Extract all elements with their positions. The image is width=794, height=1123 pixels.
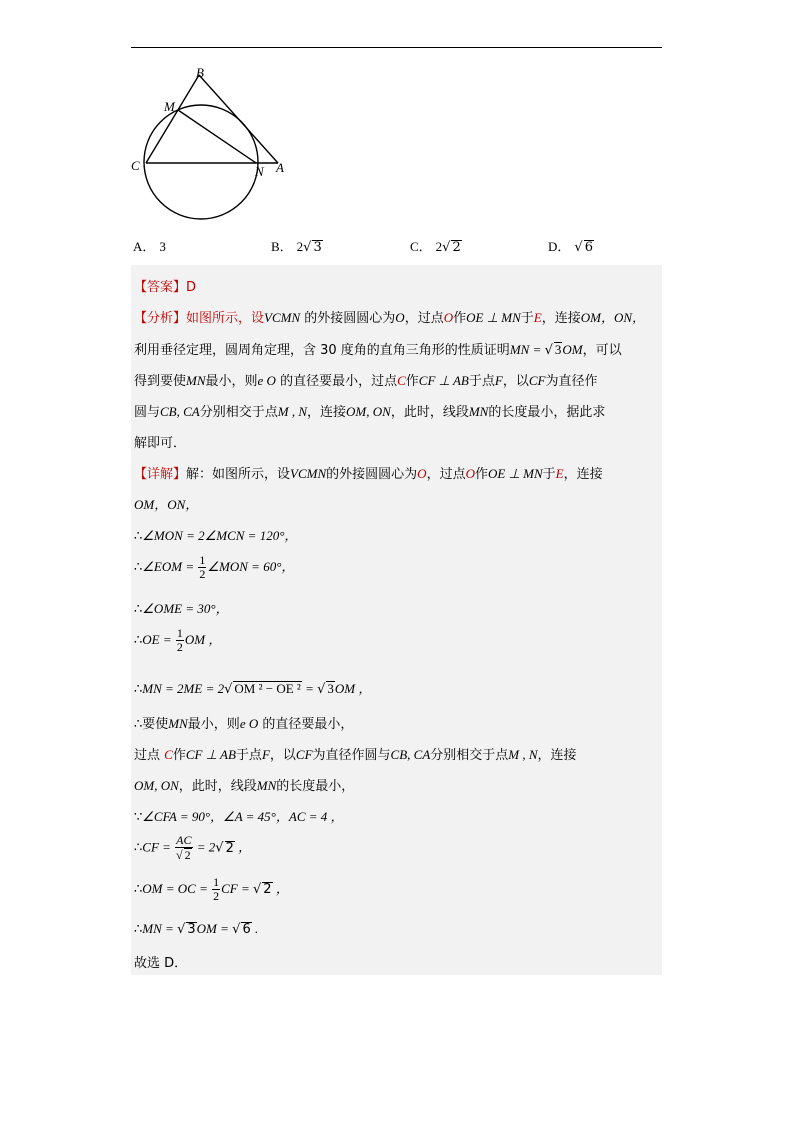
option-c: C． 2√ 2 [410,239,461,255]
analysis-line-4: 圆与CB, CA分别相交于点M , N，连接OM, ON，此时，线段MN的长度最小，据此求 [134,404,606,420]
label-b: B [196,65,204,80]
geometry-figure [128,64,298,224]
label-n: N [255,164,264,179]
step-6: ∴要使MN最小，则e O 的直径要最小， [134,716,354,732]
step-11: ∴OM = OC = $\frac{1}{2}$ CF = √ 2 ， [134,875,289,903]
step-2: ∴∠EOM = $\frac{1}{2}$ ∠MON = 60°， [134,553,295,581]
option-b: B． 2√ 3 [271,239,322,255]
answer-line: 【答案】D [134,280,197,295]
segment-ba [199,75,278,163]
step-7: 过点 C作CF ⊥ AB于点F，以CF为直径作圆与CB, CA分别相交于点M , N，连接 [134,747,577,763]
detail-line-1: 【详解】解：如图所示，设VCMN的外接圆圆心为O，过点O作OE ⊥ MN于E，连接 [134,466,603,482]
step-1: ∴∠MON = 2∠MCN = 120°， [134,528,298,544]
choice-options [133,236,673,258]
step-4: ∴OE = $\frac{1}{2}$ OM ， [134,626,222,654]
conclusion-line: 故选 D． [134,956,188,971]
label-a: A [276,160,284,175]
label-m: M [164,99,175,114]
analysis-line-5: 解即可． [134,436,187,451]
step-8: OM, ON，此时，线段MN的长度最小， [134,778,355,794]
header-rule [131,47,662,48]
analysis-line-2: 利用垂径定理，圆周角定理，含 30 度角的直角三角形的性质证明MN = √ 3OM，可以 [134,342,622,358]
option-d: D． √ 6 [548,239,593,255]
segment-mn [178,110,256,163]
analysis-line-3: 得到要使MN最小，则e O 的直径要最小，过点C作CF ⊥ AB于点F，以CF为直径作 [134,373,598,389]
label-c: C [131,158,140,173]
analysis-line-1: 【分析】如图所示，设VCMN 的外接圆圆心为O，过点O作OE ⊥ MN于E，连接OM，ON， [134,310,646,326]
option-a: A． 3 [133,239,166,254]
step-5: ∴MN = 2ME = 2√ OM ² − OE ² = √ 3OM ， [134,681,372,697]
step-10: ∴CF = $\frac{AC}{√ 2}$ = 2√ 2 ， [134,833,252,862]
step-12: ∴MN = √ 3OM = √ 6 . [134,921,259,937]
step-3: ∴∠OME = 30°， [134,601,229,617]
detail-line-2: OM，ON， [134,497,199,512]
step-9: ∵∠CFA = 90°，∠A = 45°，AC = 4 ， [134,809,344,825]
